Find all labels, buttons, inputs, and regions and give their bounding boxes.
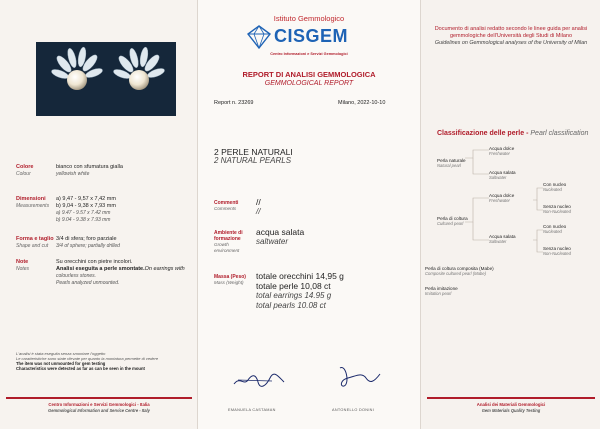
colour-value: bianco con sfumatura gialla bbox=[56, 164, 123, 170]
right-footer-divider bbox=[427, 397, 595, 399]
node-natural-salt: Acqua salata Saltwater bbox=[489, 170, 516, 181]
earrings-photo bbox=[36, 42, 176, 116]
notes-line-3: colourless stones. bbox=[56, 273, 97, 279]
shape-label-en: Shape and cut bbox=[16, 242, 49, 249]
colour-label-en: Colour bbox=[16, 170, 31, 177]
node-cultured-fresh: Acqua dolce Freshwater bbox=[489, 193, 515, 204]
report-number: Report n. 23269 bbox=[214, 100, 254, 106]
environment-label-group bbox=[214, 230, 254, 253]
brand-logo bbox=[246, 24, 376, 50]
middle-panel bbox=[198, 0, 420, 429]
dimension-a-en: a) 9.47 - 9.57 x 7.42 mm bbox=[56, 210, 111, 216]
institute-name: Istituto Gemmologico bbox=[273, 14, 345, 23]
colour-label-group bbox=[16, 164, 33, 177]
fine-print-2: Le caratteristiche sono state rilevate per quanto la montatura permette di vedere bbox=[16, 356, 159, 361]
node-cultured-salt: Acqua salata Saltwater bbox=[489, 234, 516, 245]
guidelines-line-en: Guidelines on Gemmological analyses of the University of Milan bbox=[434, 40, 588, 46]
fine-print-3: The item was not unmounted for gem testing bbox=[16, 361, 106, 366]
right-footer-line-1: Analisi dei Materiali Gemmologici bbox=[476, 402, 546, 407]
node-natural: Perla naturale Natural pearl bbox=[437, 158, 466, 169]
signature-castaman bbox=[232, 370, 286, 390]
comments-value-group bbox=[256, 197, 261, 217]
notes-line-2-bold: Analisi eseguita a perle smontate. bbox=[56, 266, 145, 272]
earrings-illustration bbox=[36, 42, 176, 116]
signature-name-2: ANTONELLO DONINI bbox=[332, 408, 375, 412]
environment-value-group bbox=[256, 227, 304, 247]
environment-label: Ambiente di formazione bbox=[214, 230, 243, 242]
notes-line-2 bbox=[56, 266, 194, 273]
node-without-nucleus-1: Senza nucleo Non-Nucleated bbox=[543, 204, 571, 215]
dimension-b-en: b) 9.04 - 9.38 x 7.93 mm bbox=[56, 216, 111, 223]
left-footer-divider bbox=[6, 397, 192, 399]
guidelines-header bbox=[425, 26, 597, 47]
brand-subtitle: Centro Informazioni e Servizi Gemmologici bbox=[270, 52, 348, 56]
fine-print bbox=[16, 351, 194, 371]
signature-donini bbox=[336, 362, 382, 390]
dimension-b: b) 9,04 - 9,38 x 7,93 mm bbox=[56, 203, 116, 209]
comments-label-group bbox=[214, 200, 238, 212]
mass-line-1-en: total earrings 14.95 g bbox=[256, 291, 332, 300]
guidelines-line-2: gemmologiche dell'Università degli Studi di Milano bbox=[449, 33, 573, 39]
node-cultured: Perla di coltura Cultured pearl bbox=[437, 216, 468, 227]
comments-label: Commenti bbox=[214, 200, 239, 206]
mass-value-group bbox=[256, 271, 344, 311]
shape-value-group bbox=[56, 236, 120, 250]
report-title: REPORT DI ANALISI GEMMOLOGICA bbox=[242, 70, 376, 79]
classification-title-it: Classificazione delle perle bbox=[437, 130, 525, 137]
fine-print-1: L'analisi è stata eseguita senza smontare l'oggetto bbox=[16, 351, 106, 356]
node-imitation: Perla imitazione Imitation pearl bbox=[425, 286, 458, 297]
shape-label-group bbox=[16, 236, 54, 249]
object-title: 2 PERLE NATURALI bbox=[214, 147, 293, 157]
brand-mark-icon bbox=[246, 24, 272, 50]
pearl-left bbox=[67, 70, 87, 90]
notes-label: Note bbox=[16, 259, 29, 265]
right-panel bbox=[420, 0, 600, 429]
report-title-en: GEMMOLOGICAL REPORT bbox=[264, 80, 354, 87]
mass-line-2-en: total pearls 10.08 ct bbox=[256, 301, 326, 310]
environment-value-en: saltwater bbox=[256, 237, 289, 246]
notes-line-2-italic: On earrings with bbox=[144, 266, 185, 272]
pearl-right bbox=[129, 70, 149, 90]
environment-value: acqua salata bbox=[256, 227, 305, 237]
mass-label-group bbox=[214, 274, 246, 286]
dimensions-label-en: Measurements bbox=[16, 202, 50, 209]
mass-line-2: totale perle 10,08 ct bbox=[256, 281, 331, 291]
node-with-nucleus-1: Con nucleo Nucleated bbox=[543, 182, 567, 193]
comments-value: // bbox=[256, 197, 261, 207]
notes-value-group bbox=[56, 259, 194, 286]
node-without-nucleus-2: Senza nucleo Non-Nucleated bbox=[543, 246, 571, 257]
notes-line-1: Su orecchini con pietre incolori. bbox=[56, 259, 133, 265]
left-panel bbox=[0, 0, 198, 429]
left-footer-line-2: Gemmological Information and Service Centre - Italy bbox=[48, 407, 150, 413]
brand-name: CISGEM bbox=[274, 26, 349, 46]
colour-value-en: yellowish white bbox=[56, 171, 90, 177]
colour-value-group bbox=[56, 164, 123, 178]
mass-label-en: Mass (Weight) bbox=[214, 280, 244, 285]
shape-value: 3/4 di sfera; foro parziale bbox=[56, 236, 117, 242]
node-with-nucleus-2: Con nucleo Nucleated bbox=[543, 224, 567, 235]
colour-label: Colore bbox=[16, 164, 34, 170]
left-footer bbox=[0, 402, 198, 413]
notes-label-en: Notes bbox=[16, 265, 30, 272]
environment-label-en: Growth environment bbox=[214, 242, 240, 253]
node-composite: Perla di coltura composita (Mabe) Composite cultured pearl (Mabe) bbox=[425, 266, 494, 277]
classification-title: Classificazione delle perle - Pearl classification bbox=[437, 130, 589, 137]
comments-value-en: // bbox=[256, 207, 261, 216]
guidelines-line-1: Documento di analisi redatto secondo le linee guida per analisi bbox=[434, 26, 588, 32]
mass-label: Massa (Peso) bbox=[214, 274, 246, 280]
object-title-en: 2 NATURAL PEARLS bbox=[214, 156, 292, 165]
shape-value-en: 3/4 of sphere; partially drilled bbox=[56, 243, 120, 249]
right-footer-line-2: Gem Materials Quality Testing bbox=[481, 407, 541, 413]
fine-print-4: Characteristics were detected as far as can be seen in the mount bbox=[16, 366, 145, 371]
right-footer bbox=[421, 402, 600, 413]
dimensions-label-group bbox=[16, 196, 49, 209]
dimension-a: a) 9,47 - 9,57 x 7,42 mm bbox=[56, 196, 116, 202]
signature-name-1: EMANUELA CASTAMAN bbox=[228, 408, 276, 412]
report-date: Milano, 2022-10-10 bbox=[338, 100, 386, 106]
classification-title-en: Pearl classification bbox=[530, 130, 589, 137]
left-footer-line-1: Centro Informazioni e Servizi Gemmologici - Italia bbox=[48, 402, 150, 407]
shape-label: Forma e taglio bbox=[16, 236, 54, 242]
notes-line-4: Pearls analyzed unmounted. bbox=[56, 279, 120, 286]
dimensions-value-group bbox=[56, 196, 116, 223]
mass-line-1: totale orecchini 14,95 g bbox=[256, 271, 344, 281]
node-natural-fresh: Acqua dolce Freshwater bbox=[489, 146, 515, 157]
dimensions-label: Dimensioni bbox=[16, 196, 46, 202]
comments-label-en: Comments bbox=[214, 206, 237, 211]
notes-label-group bbox=[16, 259, 29, 272]
